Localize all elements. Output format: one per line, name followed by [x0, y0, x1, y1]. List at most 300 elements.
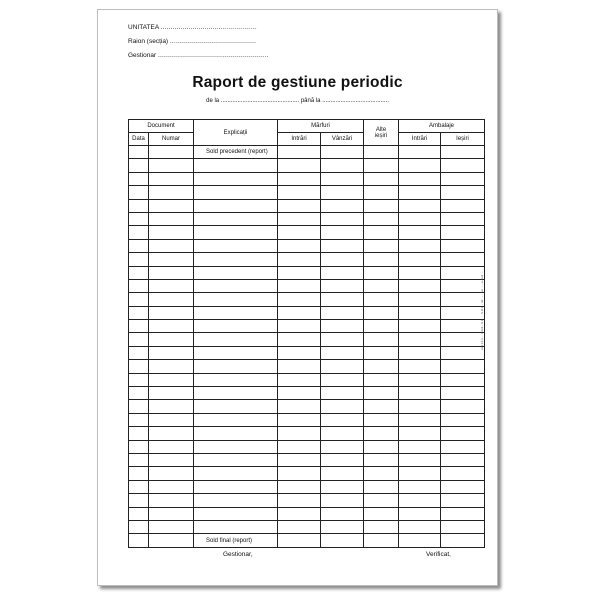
col-header-ambalaje-iesiri: Ieșiri — [441, 133, 485, 146]
table-cell[interactable] — [194, 427, 278, 440]
table-cell[interactable] — [364, 413, 399, 426]
table-row — [129, 467, 485, 480]
table-cell[interactable] — [399, 440, 441, 453]
table-cell[interactable] — [194, 520, 278, 533]
table-cell[interactable] — [149, 494, 194, 507]
table-row — [129, 373, 485, 386]
table-cell[interactable] — [364, 212, 399, 225]
table-cell[interactable] — [321, 387, 364, 400]
table-cell[interactable] — [129, 159, 149, 172]
table-cell[interactable] — [399, 360, 441, 373]
table-cell[interactable] — [194, 212, 278, 225]
table-cell[interactable] — [149, 427, 194, 440]
unit-label: UNITATEA — [128, 24, 159, 31]
table-row — [129, 266, 485, 279]
sold-final-label: Sold final (report) — [194, 534, 278, 547]
table-cell[interactable] — [129, 212, 149, 225]
col-header-document: Document — [129, 120, 194, 133]
table-cell[interactable] — [129, 172, 149, 185]
table-cell[interactable] — [129, 360, 149, 373]
table-cell[interactable] — [321, 306, 364, 319]
table-cell[interactable] — [321, 467, 364, 480]
table-cell[interactable] — [278, 480, 321, 493]
table-cell[interactable] — [321, 494, 364, 507]
table-cell[interactable] — [441, 360, 485, 373]
table-cell[interactable] — [278, 507, 321, 520]
period-from-label: de la — [206, 98, 220, 104]
table-cell[interactable] — [364, 306, 399, 319]
table-cell[interactable] — [364, 440, 399, 453]
table-cell[interactable] — [399, 494, 441, 507]
table-cell[interactable] — [278, 413, 321, 426]
header-unit — [128, 24, 257, 31]
table-cell[interactable] — [321, 253, 364, 266]
table-cell[interactable] — [194, 480, 278, 493]
table-cell[interactable] — [129, 346, 149, 359]
table-cell[interactable] — [149, 480, 194, 493]
table-row — [129, 172, 485, 185]
table-cell[interactable] — [194, 266, 278, 279]
table-cell[interactable] — [278, 346, 321, 359]
table-cell[interactable] — [194, 172, 278, 185]
table-row — [129, 387, 485, 400]
table-cell[interactable] — [364, 346, 399, 359]
table-cell[interactable] — [364, 360, 399, 373]
table-cell[interactable] — [129, 413, 149, 426]
col-header-alte-iesiri — [364, 120, 399, 146]
table-cell[interactable] — [399, 212, 441, 225]
period-from-dots: ............................................... — [220, 98, 300, 104]
table-cell[interactable] — [441, 413, 485, 426]
table-cell[interactable] — [441, 306, 485, 319]
table-cell[interactable] — [364, 199, 399, 212]
table-row — [129, 360, 485, 373]
table-cell[interactable] — [364, 333, 399, 346]
table-cell[interactable] — [321, 534, 364, 547]
table-cell[interactable] — [278, 159, 321, 172]
table-cell[interactable] — [364, 320, 399, 333]
table-cell[interactable] — [194, 186, 278, 199]
table-row — [129, 534, 485, 547]
table-cell[interactable] — [364, 494, 399, 507]
table-cell[interactable] — [194, 373, 278, 386]
table-cell[interactable] — [194, 453, 278, 466]
table-cell[interactable] — [129, 333, 149, 346]
table-cell[interactable] — [399, 373, 441, 386]
table-cell[interactable] — [399, 467, 441, 480]
table-cell[interactable] — [149, 333, 194, 346]
col-header-ambalaje-intrari: Intrări — [399, 133, 441, 146]
table-cell[interactable] — [364, 453, 399, 466]
table-cell[interactable] — [149, 146, 194, 159]
table-cell[interactable] — [321, 373, 364, 386]
table-cell[interactable] — [278, 253, 321, 266]
side-print-text: cod 14-3-... tipărit - S.C. ... S.R.L. - tel. ... - fax ... - e-mail ... — [480, 271, 484, 350]
table-cell[interactable] — [399, 427, 441, 440]
table-cell[interactable] — [364, 226, 399, 239]
table-cell[interactable] — [278, 453, 321, 466]
table-cell[interactable] — [321, 293, 364, 306]
table-cell[interactable] — [149, 172, 194, 185]
table-cell[interactable] — [441, 346, 485, 359]
table-cell[interactable] — [321, 320, 364, 333]
table-cell[interactable] — [364, 146, 399, 159]
table-cell[interactable] — [129, 320, 149, 333]
table-cell[interactable] — [194, 400, 278, 413]
table-row — [129, 520, 485, 533]
table-cell[interactable] — [441, 507, 485, 520]
table-cell[interactable] — [321, 440, 364, 453]
table-cell[interactable] — [129, 520, 149, 533]
table-cell[interactable] — [321, 413, 364, 426]
table-cell[interactable] — [399, 400, 441, 413]
table-cell[interactable] — [129, 480, 149, 493]
table-cell[interactable] — [441, 387, 485, 400]
table-cell[interactable] — [364, 266, 399, 279]
table-cell[interactable] — [129, 239, 149, 252]
table-cell[interactable] — [399, 453, 441, 466]
table-cell[interactable] — [129, 507, 149, 520]
table-row — [129, 400, 485, 413]
table-cell[interactable] — [278, 440, 321, 453]
table-cell[interactable] — [278, 534, 321, 547]
table-cell[interactable] — [441, 172, 485, 185]
col-header-data: Data — [129, 133, 149, 146]
table-row — [129, 239, 485, 252]
table-cell[interactable] — [278, 279, 321, 292]
table-row — [129, 253, 485, 266]
table-cell[interactable] — [149, 534, 194, 547]
table-cell[interactable] — [129, 453, 149, 466]
table-cell[interactable] — [129, 279, 149, 292]
table-cell[interactable] — [149, 159, 194, 172]
table-cell[interactable] — [194, 467, 278, 480]
table-cell[interactable] — [441, 494, 485, 507]
sold-precedent-label: Sold precedent (report) — [194, 146, 278, 159]
table-cell[interactable] — [399, 387, 441, 400]
col-header-ambalaje: Ambalaje — [399, 120, 485, 133]
table-cell[interactable] — [129, 146, 149, 159]
table-cell[interactable] — [399, 159, 441, 172]
table-cell[interactable] — [149, 199, 194, 212]
table-cell[interactable] — [399, 320, 441, 333]
table-row — [129, 427, 485, 440]
col-header-marfuri-vanzari: Vânzări — [321, 133, 364, 146]
section-dots: ........................................... — [169, 38, 257, 45]
table-cell[interactable] — [321, 453, 364, 466]
table-cell[interactable] — [194, 360, 278, 373]
table-cell[interactable] — [399, 146, 441, 159]
table-cell[interactable] — [278, 400, 321, 413]
table-cell[interactable] — [149, 346, 194, 359]
table-cell[interactable] — [364, 373, 399, 386]
table-cell[interactable] — [278, 320, 321, 333]
alte-iesiri-line2: ieșiri — [374, 132, 388, 139]
col-header-numar: Numar — [149, 133, 194, 146]
table-cell[interactable] — [399, 346, 441, 359]
header-section — [128, 38, 256, 45]
table-row — [129, 494, 485, 507]
table-cell[interactable] — [278, 306, 321, 319]
table-cell[interactable] — [129, 534, 149, 547]
table-cell[interactable] — [399, 253, 441, 266]
table-cell[interactable] — [321, 333, 364, 346]
table-cell[interactable] — [399, 520, 441, 533]
table-cell[interactable] — [149, 226, 194, 239]
table-cell[interactable] — [399, 534, 441, 547]
table-row — [129, 333, 485, 346]
table-cell[interactable] — [364, 239, 399, 252]
table-cell[interactable] — [441, 333, 485, 346]
table-cell[interactable] — [441, 146, 485, 159]
table-cell[interactable] — [278, 199, 321, 212]
table-cell[interactable] — [278, 266, 321, 279]
table-cell[interactable] — [129, 440, 149, 453]
table-cell[interactable] — [194, 239, 278, 252]
table-cell[interactable] — [321, 212, 364, 225]
table-cell[interactable] — [321, 520, 364, 533]
table-cell[interactable] — [194, 507, 278, 520]
table-cell[interactable] — [129, 253, 149, 266]
table-cell[interactable] — [364, 467, 399, 480]
table-cell[interactable] — [194, 320, 278, 333]
table-cell[interactable] — [149, 306, 194, 319]
table-cell[interactable] — [149, 453, 194, 466]
table-cell[interactable] — [149, 293, 194, 306]
table-cell[interactable] — [441, 239, 485, 252]
table-cell[interactable] — [278, 494, 321, 507]
table-cell[interactable] — [399, 507, 441, 520]
table-cell[interactable] — [321, 239, 364, 252]
table-cell[interactable] — [441, 520, 485, 533]
table-cell[interactable] — [364, 400, 399, 413]
table-row — [129, 186, 485, 199]
table-cell[interactable] — [278, 387, 321, 400]
table-cell[interactable] — [149, 212, 194, 225]
table-cell[interactable] — [129, 186, 149, 199]
table-cell[interactable] — [129, 427, 149, 440]
table-cell[interactable] — [364, 427, 399, 440]
table-cell[interactable] — [321, 172, 364, 185]
table-cell[interactable] — [399, 172, 441, 185]
table-cell[interactable] — [399, 199, 441, 212]
table-cell[interactable] — [194, 413, 278, 426]
table-cell[interactable] — [441, 480, 485, 493]
manager-label: Gestionar — [128, 52, 157, 59]
table-row — [129, 507, 485, 520]
table-cell[interactable] — [149, 507, 194, 520]
table-cell[interactable] — [441, 453, 485, 466]
table-cell[interactable] — [441, 440, 485, 453]
table-cell[interactable] — [321, 427, 364, 440]
table-cell[interactable] — [149, 373, 194, 386]
table-cell[interactable] — [194, 199, 278, 212]
table-cell[interactable] — [321, 186, 364, 199]
table-cell[interactable] — [364, 293, 399, 306]
table-cell[interactable] — [441, 159, 485, 172]
table-cell[interactable] — [399, 333, 441, 346]
table-cell[interactable] — [321, 480, 364, 493]
table-cell[interactable] — [399, 306, 441, 319]
table-cell[interactable] — [321, 360, 364, 373]
table-row — [129, 306, 485, 319]
table-cell[interactable] — [129, 373, 149, 386]
table-cell[interactable] — [129, 306, 149, 319]
table-cell[interactable] — [194, 346, 278, 359]
table-row — [129, 159, 485, 172]
table-cell[interactable] — [129, 199, 149, 212]
table-row — [129, 199, 485, 212]
table-cell[interactable] — [149, 440, 194, 453]
period-line — [98, 98, 497, 104]
table-cell[interactable] — [321, 146, 364, 159]
table-cell[interactable] — [278, 360, 321, 373]
table-cell[interactable] — [441, 373, 485, 386]
table-cell[interactable] — [194, 253, 278, 266]
table-row — [129, 413, 485, 426]
table-cell[interactable] — [194, 279, 278, 292]
table-cell[interactable] — [129, 494, 149, 507]
table-cell[interactable] — [129, 467, 149, 480]
table-row — [129, 346, 485, 359]
table-cell[interactable] — [149, 186, 194, 199]
table-cell[interactable] — [129, 400, 149, 413]
table-row — [129, 453, 485, 466]
table-cell[interactable] — [441, 320, 485, 333]
table-cell[interactable] — [278, 373, 321, 386]
table-cell[interactable] — [364, 172, 399, 185]
table-cell[interactable] — [194, 494, 278, 507]
table-cell[interactable] — [364, 186, 399, 199]
table-cell[interactable] — [364, 534, 399, 547]
table-cell[interactable] — [441, 427, 485, 440]
table-cell[interactable] — [441, 400, 485, 413]
table-cell[interactable] — [441, 467, 485, 480]
table-cell[interactable] — [364, 159, 399, 172]
table-row — [129, 279, 485, 292]
table-cell[interactable] — [364, 387, 399, 400]
table-cell[interactable] — [321, 346, 364, 359]
table-cell[interactable] — [278, 186, 321, 199]
table-cell[interactable] — [399, 480, 441, 493]
table-cell[interactable] — [399, 266, 441, 279]
table-cell[interactable] — [278, 520, 321, 533]
table-row — [129, 226, 485, 239]
table-cell[interactable] — [278, 333, 321, 346]
table-cell[interactable] — [278, 146, 321, 159]
table-cell[interactable] — [278, 172, 321, 185]
table-cell[interactable] — [399, 279, 441, 292]
signature-gestionar: Gestionar, — [223, 551, 253, 558]
table-cell[interactable] — [321, 400, 364, 413]
table-cell[interactable] — [364, 507, 399, 520]
table-cell[interactable] — [364, 480, 399, 493]
table-cell[interactable] — [129, 266, 149, 279]
table-cell[interactable] — [321, 199, 364, 212]
table-cell[interactable] — [364, 520, 399, 533]
table-cell[interactable] — [129, 293, 149, 306]
table-cell[interactable] — [129, 387, 149, 400]
table-cell[interactable] — [321, 159, 364, 172]
table-cell[interactable] — [149, 266, 194, 279]
table-cell[interactable] — [149, 387, 194, 400]
manager-dots: ....................................................... — [158, 52, 269, 59]
table-cell[interactable] — [321, 279, 364, 292]
table-cell[interactable] — [149, 400, 194, 413]
table-cell[interactable] — [364, 279, 399, 292]
table-cell[interactable] — [194, 293, 278, 306]
table-cell[interactable] — [278, 293, 321, 306]
table-cell[interactable] — [399, 226, 441, 239]
table-cell[interactable] — [278, 427, 321, 440]
table-cell[interactable] — [149, 360, 194, 373]
table-cell[interactable] — [321, 226, 364, 239]
table-cell[interactable] — [194, 387, 278, 400]
table-cell[interactable] — [441, 266, 485, 279]
table-row — [129, 320, 485, 333]
table-cell[interactable] — [321, 266, 364, 279]
col-header-explicatii: Explicații — [194, 120, 278, 146]
table-cell[interactable] — [441, 279, 485, 292]
report-table — [128, 119, 485, 548]
table-cell[interactable] — [441, 534, 485, 547]
table-cell[interactable] — [441, 253, 485, 266]
table-cell[interactable] — [278, 239, 321, 252]
form-sheet — [97, 9, 498, 586]
table-cell[interactable] — [441, 186, 485, 199]
table-cell[interactable] — [149, 520, 194, 533]
signature-verificat: Verificat, — [426, 551, 451, 558]
table-cell[interactable] — [149, 239, 194, 252]
table-cell[interactable] — [149, 253, 194, 266]
table-cell[interactable] — [399, 239, 441, 252]
table-cell[interactable] — [194, 333, 278, 346]
table-cell[interactable] — [194, 440, 278, 453]
table-cell[interactable] — [399, 293, 441, 306]
table-cell[interactable] — [129, 226, 149, 239]
table-cell[interactable] — [399, 186, 441, 199]
table-row — [129, 480, 485, 493]
table-cell[interactable] — [441, 226, 485, 239]
table-cell[interactable] — [149, 467, 194, 480]
period-to-label: până la — [300, 98, 321, 104]
table-cell[interactable] — [194, 159, 278, 172]
table-cell[interactable] — [364, 253, 399, 266]
table-cell[interactable] — [149, 279, 194, 292]
table-cell[interactable] — [194, 306, 278, 319]
unit-dots: ................................................ — [160, 24, 257, 31]
table-cell[interactable] — [441, 212, 485, 225]
table-row — [129, 212, 485, 225]
alte-iesiri-line1: Alte — [375, 126, 387, 133]
table-cell[interactable] — [278, 212, 321, 225]
table-cell[interactable] — [149, 320, 194, 333]
table-row — [129, 146, 485, 159]
table-cell[interactable] — [441, 293, 485, 306]
table-cell[interactable] — [321, 507, 364, 520]
table-cell[interactable] — [399, 413, 441, 426]
table-cell[interactable] — [278, 467, 321, 480]
page-title: Raport de gestiune periodic — [192, 74, 403, 91]
table-cell[interactable] — [194, 226, 278, 239]
table-cell[interactable] — [149, 413, 194, 426]
table-row — [129, 293, 485, 306]
table-cell[interactable] — [441, 199, 485, 212]
header-manager — [128, 52, 268, 59]
col-header-marfuri-intrari: Intrări — [278, 133, 321, 146]
table-cell[interactable] — [278, 226, 321, 239]
table-row — [129, 440, 485, 453]
